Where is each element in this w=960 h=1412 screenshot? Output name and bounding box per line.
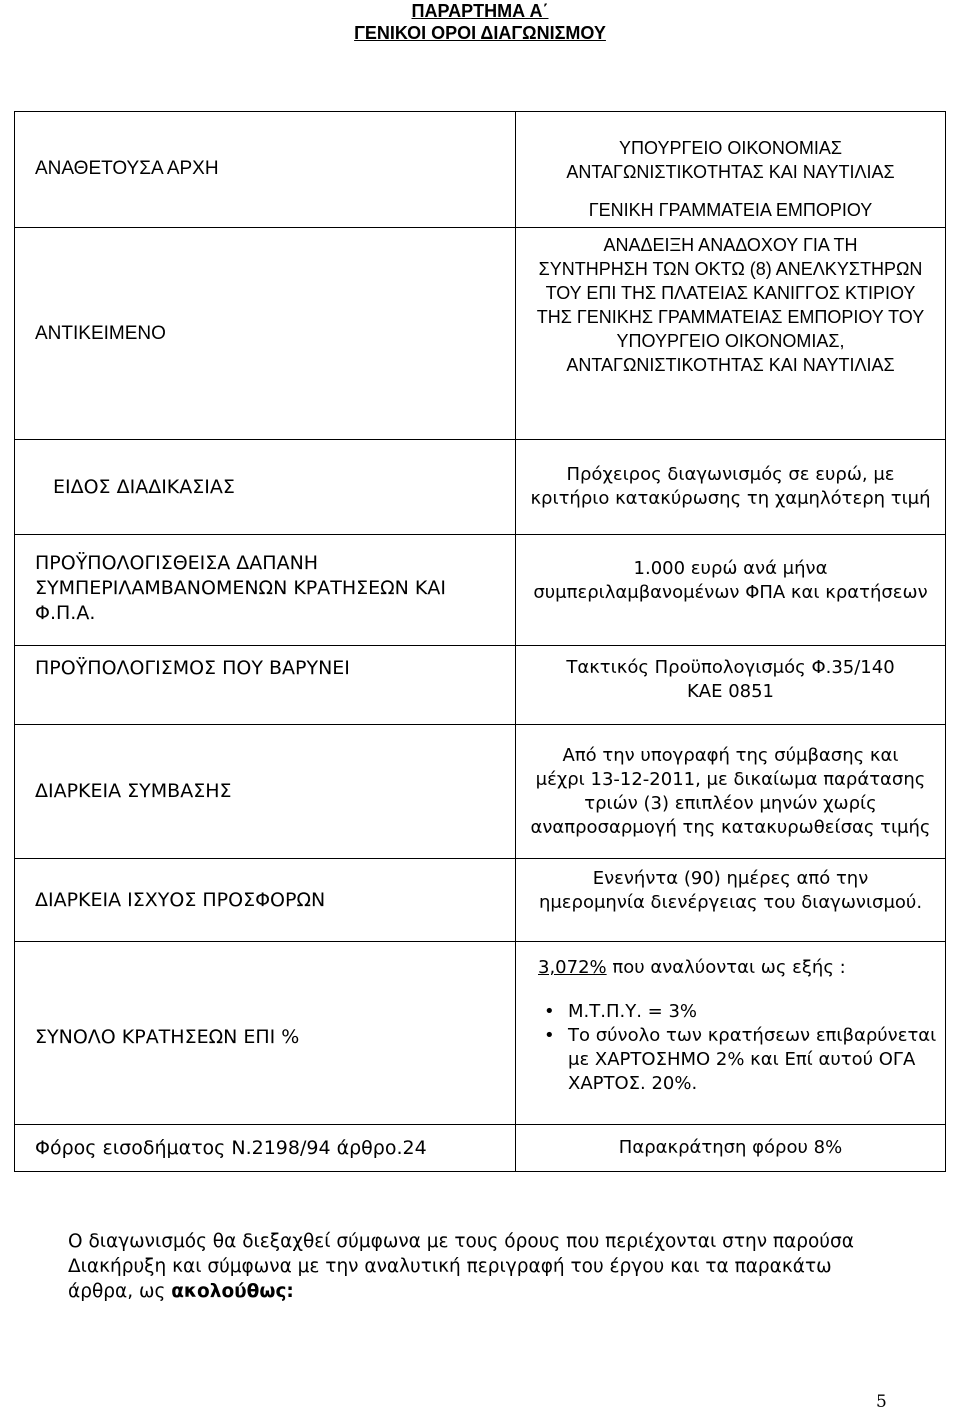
duration-line: μέχρι 13-12-2011, με δικαίωμα παράτασης xyxy=(535,768,926,790)
page-number: 5 xyxy=(876,1392,887,1412)
row-subject xyxy=(15,228,946,440)
subject-line: ΑΝΑΔΕΙΞΗ ΑΝΑΔΟΧΟΥ ΓΙΑ ΤΗ xyxy=(603,235,858,255)
deductions-total xyxy=(538,956,945,980)
deductions-label: ΣΥΝΟΛΟ ΚΡΑΤΗΣΕΩΝ ΕΠΙ % xyxy=(15,942,516,1125)
budget-line: συμπεριλαμβανομένων ΦΠΑ και κρατήσεων xyxy=(533,582,928,603)
authority-line: ΥΠΟΥΡΓΕΙΟ ΟΙΚΟΝΟΜΙΑΣ xyxy=(619,138,842,158)
charged-value xyxy=(516,646,946,725)
subject-line: ΤΗΣ ΓΕΝΙΚΗΣ ΓΡΑΜΜΑΤΕΙΑΣ ΕΜΠΟΡΙΟΥ ΤΟΥ xyxy=(536,307,925,327)
budget-label-line: ΣΥΜΠΕΡΙΛΑΜΒΑΝΟΜΕΝΩΝ ΚΡΑΤΗΣΕΩΝ ΚΑΙ xyxy=(35,577,446,599)
duration-label: ΔΙΑΡΚΕΙΑ ΣΥΜΒΑΣΗΣ xyxy=(15,725,516,859)
subject-line: ΥΠΟΥΡΓΕΙΟ ΟΙΚΟΝΟΜΙΑΣ, xyxy=(616,331,845,351)
duration-line: Από την υπογραφή της σύμβασης και xyxy=(562,744,899,766)
subject-label: ΑΝΤΙΚΕΙΜΕΝΟ xyxy=(15,228,516,440)
charged-label: ΠΡΟΫΠΟΛΟΓΙΣΜΟΣ ΠΟΥ ΒΑΡΥΝΕΙ xyxy=(15,646,516,725)
procedure-line: κριτήριο κατακύρωσης τη χαμηλότερη τιμή xyxy=(530,488,931,509)
row-budget xyxy=(15,535,946,646)
closing-text: Ο διαγωνισμός θα διεξαχθεί σύμφωνα με τους όρους που περιέχονται στην παρούσα Διακήρυξη και σύμφωνα με την αναλυτική περιγραφή του έργου και τα παρακάτω άρθρα, ως xyxy=(68,1231,854,1302)
duration-value xyxy=(516,725,946,859)
deductions-total-rest: που αναλύονται ως εξής : xyxy=(606,957,846,978)
subject-line: ΤΟΥ ΕΠΙ ΤΗΣ ΠΛΑΤΕΙΑΣ ΚΑΝΙΓΓΟΣ ΚΤΙΡΙΟΥ xyxy=(545,283,916,303)
bullet-icon: • xyxy=(544,1025,555,1046)
duration-line: αναπροσαρμογή της κατακυρωθείσας τιμής xyxy=(530,816,931,838)
bullet-icon: • xyxy=(544,1001,555,1022)
authority-label: ΑΝΑΘΕΤΟΥΣΑ ΑΡΧΗ xyxy=(15,112,516,228)
row-charged-budget xyxy=(15,646,946,725)
deductions-list xyxy=(538,1000,945,1096)
budget-label-line: ΠΡΟΫΠΟΛΟΓΙΣΘΕΙΣΑ ΔΑΠΑΝΗ xyxy=(35,552,319,574)
row-duration xyxy=(15,725,946,859)
deduction-item-text: Μ.Τ.Π.Υ. = 3% xyxy=(568,1001,698,1022)
authority-line: ΑΝΤΑΓΩΝΙΣΤΙΚΟΤΗΤΑΣ ΚΑΙ ΝΑΥΤΙΛΙΑΣ xyxy=(566,162,895,182)
row-validity xyxy=(15,859,946,942)
deductions-total-pct: 3,072% xyxy=(538,957,607,978)
procedure-line: Πρόχειρος διαγωνισμός σε ευρώ, με xyxy=(566,464,895,485)
validity-value xyxy=(516,859,946,942)
row-procedure xyxy=(15,440,946,535)
tax-label: Φόρος εισοδήματος Ν.2198/94 άρθρο.24 xyxy=(15,1125,516,1172)
charged-line: Τακτικός Προϋπολογισμός Φ.35/140 xyxy=(566,657,895,678)
budget-label xyxy=(15,535,516,646)
deduction-item-text: Το σύνολο των κρατήσεων επιβαρύνεται με ΧΑΡΤΟΣΗΜΟ 2% και Επί αυτού ΟΓΑ ΧΑΡΤΟΣ. 20%. xyxy=(568,1025,937,1094)
terms-table xyxy=(14,111,946,1172)
authority-value xyxy=(516,112,946,228)
budget-line: 1.000 ευρώ ανά μήνα xyxy=(633,558,828,579)
subject-line: ΣΥΝΤΗΡΗΣΗ ΤΩΝ ΟΚΤΩ (8) ΑΝΕΛΚΥΣΤΗΡΩΝ xyxy=(538,259,923,279)
budget-value xyxy=(516,535,946,646)
budget-label-line: Φ.Π.Α. xyxy=(35,602,96,624)
subject-value xyxy=(516,228,946,440)
appendix-heading: ΠΑΡΑΡΤΗΜΑ Α΄ xyxy=(411,1,549,21)
procedure-label: ΕΙΔΟΣ ΔΙΑΔΙΚΑΣΙΑΣ xyxy=(15,440,516,535)
deductions-value xyxy=(516,942,946,1125)
subject-line: ΑΝΤΑΓΩΝΙΣΤΙΚΟΤΗΤΑΣ ΚΑΙ ΝΑΥΤΙΛΙΑΣ xyxy=(566,355,895,375)
list-item xyxy=(538,1000,945,1024)
closing-emphasis: ακολούθως: xyxy=(171,1281,294,1302)
row-tax xyxy=(15,1125,946,1172)
closing-paragraph xyxy=(68,1229,898,1304)
procedure-value xyxy=(516,440,946,535)
validity-label: ΔΙΑΡΚΕΙΑ ΙΣΧΥΟΣ ΠΡΟΣΦΟΡΩΝ xyxy=(15,859,516,942)
duration-line: τριών (3) επιπλέον μηνών χωρίς xyxy=(584,792,877,814)
authority-sub: ΓΕΝΙΚΗ ΓΡΑΜΜΑΤΕΙΑ ΕΜΠΟΡΙΟΥ xyxy=(588,200,873,220)
list-item xyxy=(538,1024,945,1096)
validity-line: Ενενήντα (90) ημέρες από την xyxy=(592,868,869,889)
document-title: ΓΕΝΙΚΟΙ ΟΡΟΙ ΔΙΑΓΩΝΙΣΜΟΥ xyxy=(354,23,606,43)
charged-line: ΚΑΕ 0851 xyxy=(686,681,775,702)
row-deductions xyxy=(15,942,946,1125)
row-authority xyxy=(15,112,946,228)
validity-line: ημερομηνία διενέργειας του διαγωνισμού. xyxy=(538,892,923,913)
tax-value: Παρακράτηση φόρου 8% xyxy=(516,1125,946,1172)
